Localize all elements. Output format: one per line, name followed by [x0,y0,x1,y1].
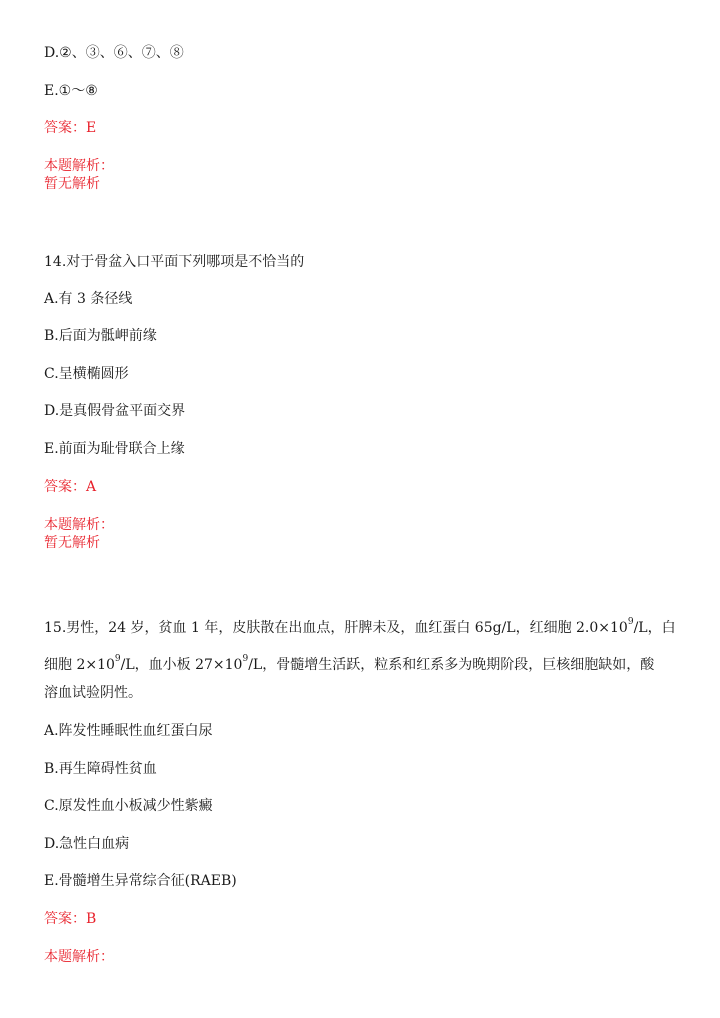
q14-option-a: A.有 3 条径线 [44,291,133,307]
q15-analysis-label: 本题解析： [44,949,114,965]
superscript: 9 [627,617,634,628]
q14-analysis-label: 本题解析： [44,517,114,533]
q13-answer: 答案：E [44,120,97,136]
q15-stem-line-3: 溶血试验阴性。 [44,685,142,701]
q15-stem-line-1 [44,619,676,637]
q13-option-e: E.①～⑧ [44,83,98,99]
q13-analysis-label: 本题解析： [44,158,114,174]
q15-answer: 答案：B [44,911,97,927]
q15-option-a: A.阵发性睡眠性血红蛋白尿 [44,723,213,739]
q14-option-c: C.呈横椭圆形 [44,366,129,382]
q15-option-d: D.急性白血病 [44,836,130,852]
q15-stem-text: 15.男性，24 岁，贫血 1 年，皮肤散在出血点，肝脾未及，血红蛋白 65g/L，红细胞 2.0×10 [44,620,628,636]
q15-option-e: E.骨髓增生异常综合征(RAEB) [44,873,237,889]
q15-stem-line-2 [44,656,654,674]
q14-answer: 答案：A [44,479,97,495]
q14-analysis-text: 暂无解析 [44,535,100,551]
q15-stem-text: /L，骨髓增生活跃，粒系和红系多为晚期阶段，巨核细胞缺如，酸 [248,657,655,673]
q14-option-d: D.是真假骨盆平面交界 [44,403,186,419]
q13-analysis-text: 暂无解析 [44,176,100,192]
q15-option-b: B.再生障碍性贫血 [44,761,157,777]
q14-stem: 14.对于骨盆入口平面下列哪项是不恰当的 [44,254,305,270]
q15-option-c: C.原发性血小板减少性紫癜 [44,798,213,814]
q15-stem-text: /L，血小板 27×10 [120,657,243,673]
q13-option-d: D.②、③、⑥、⑦、⑧ [44,45,184,61]
q14-option-b: B.后面为骶岬前缘 [44,328,157,344]
q15-stem-text: /L，白 [633,620,676,636]
superscript: 9 [114,654,121,665]
superscript: 9 [242,654,249,665]
q14-option-e: E.前面为耻骨联合上缘 [44,441,185,457]
q15-stem-text: 细胞 2×10 [44,657,115,673]
